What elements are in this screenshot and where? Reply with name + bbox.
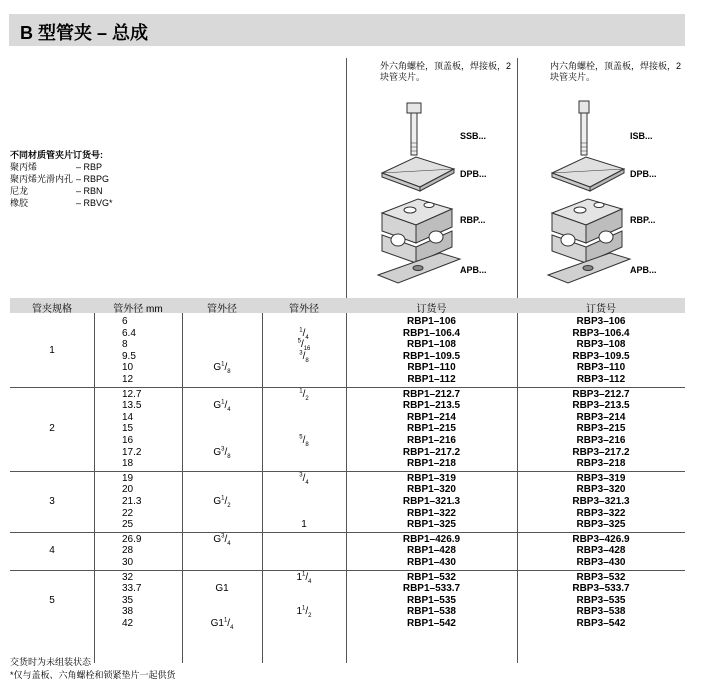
od-mm-cell: 21.3 — [122, 496, 142, 507]
order-code-rbp1: RBP1–106 — [407, 316, 456, 327]
pipe-size-cell: $G^1/_2$ — [213, 495, 231, 509]
order-code-rbp3: RBP3–542 — [576, 618, 626, 629]
od-mm-cell: 18 — [122, 458, 134, 470]
materials-heading: 不同材质管夹片订货号: — [10, 150, 103, 160]
order-code-rbp3: RBP3–538 — [576, 606, 626, 618]
od-mm-cell: 6.4 — [122, 327, 136, 339]
pipe-size-cell: $G^3/_4$ — [213, 533, 231, 547]
clamp-assembly-illustration-socket — [522, 95, 672, 290]
order-code-rbp3: RBP3–109.5 — [572, 350, 630, 362]
variant-desc-hex: 外六角螺栓，顶盖板，焊接板，2块管夹片。 — [380, 61, 512, 82]
order-code-rbp3: RBP3–325 — [576, 519, 626, 531]
socket-bolt-clamp-icon — [522, 95, 672, 290]
pipe-size-cell: $G1^1/_4$ — [210, 617, 234, 631]
order-code-rbp3: RBP3–217.2 — [572, 446, 630, 458]
column-divider — [517, 58, 518, 298]
od-mm-cell: 33.7 — [122, 583, 142, 595]
order-code-rbp1: RBP1–538 — [407, 606, 456, 618]
od-mm-cell: 13.5 — [122, 400, 142, 412]
od-mm-cell: 20 — [122, 484, 134, 496]
part-label: RBP... — [460, 215, 486, 225]
order-code-rbp3: RBP3–212.7 — [572, 388, 630, 400]
od-mm-cell: 26.9 — [122, 533, 142, 545]
header-order-3: 订货号 — [586, 304, 616, 315]
od-mm-cell: 6 — [122, 316, 128, 327]
pipe-size-cell: G1 — [215, 583, 229, 595]
group-separator — [10, 532, 685, 533]
clamp-size-value: 1 — [49, 344, 55, 356]
order-code-rbp1: RBP1–108 — [407, 339, 456, 351]
page-title-bar — [9, 14, 685, 46]
order-code-rbp1: RBP1–214 — [407, 411, 456, 423]
od-mm-cell: 22 — [122, 507, 134, 519]
order-code-rbp1: RBP1–213.5 — [402, 400, 461, 412]
material-item: 聚丙烯光滑内孔 – RBPG — [10, 174, 110, 184]
part-label: ISB... — [630, 131, 653, 141]
od-mm-cell: 12 — [122, 374, 134, 385]
footer-note: 交货时为未组装状态 — [10, 657, 92, 667]
order-code-rbp1: RBP1–535 — [407, 594, 456, 606]
material-item: 聚丙烯 – RBP — [10, 162, 103, 172]
order-code-rbp1: RBP1–319 — [407, 472, 456, 484]
order-code-rbp1: RBP1–428 — [407, 545, 456, 557]
header-order-1: 订货号 — [416, 304, 447, 315]
material-item: 尼龙 – RBN — [10, 186, 103, 196]
order-code-rbp1: RBP1–112 — [407, 374, 456, 385]
od-mm-cell: 30 — [122, 557, 134, 568]
hex-bolt-clamp-icon — [352, 95, 502, 290]
order-code-rbp1: RBP1–426.9 — [402, 533, 461, 545]
inch-size-cell: 1 — [301, 519, 307, 531]
inch-size-cell: $^5/_{16}$ — [297, 338, 311, 353]
od-mm-cell: 16 — [122, 435, 134, 446]
od-mm-cell: 12.7 — [122, 388, 142, 400]
order-code-rbp1: RBP1–321.3 — [402, 496, 461, 507]
inch-size-cell: $1^1/_2$ — [296, 606, 312, 620]
order-code-rbp1: RBP1–109.5 — [402, 350, 461, 362]
order-code-rbp1: RBP1–430 — [407, 557, 456, 568]
od-mm-cell: 38 — [122, 606, 134, 618]
clamp-assembly-illustration-hex — [352, 95, 502, 290]
od-mm-cell: 28 — [122, 545, 134, 557]
order-code-rbp3: RBP3–535 — [576, 594, 626, 606]
part-label: DPB... — [460, 169, 487, 179]
od-mm-cell: 35 — [122, 594, 134, 606]
part-label: APB... — [460, 265, 487, 275]
inch-size-cell: $^3/_4$ — [299, 472, 309, 486]
inch-size-cell: $^1/_4$ — [299, 327, 309, 341]
od-mm-cell: 9.5 — [122, 350, 136, 362]
header-od-inch: 管外径 — [289, 304, 319, 315]
od-mm-cell: 19 — [122, 472, 134, 484]
order-code-rbp3: RBP3–112 — [576, 374, 626, 385]
order-code-rbp3: RBP3–108 — [576, 339, 626, 351]
order-code-rbp3: RBP3–322 — [576, 507, 626, 519]
part-label: APB... — [630, 265, 657, 275]
pipe-size-cell: $G^3/_8$ — [213, 446, 231, 460]
pipe-size-cell: $G^1/_8$ — [213, 362, 231, 376]
order-code-rbp1: RBP1–325 — [407, 519, 456, 531]
order-code-rbp3: RBP3–213.5 — [572, 400, 630, 412]
header-od-mm: 管外径 mm — [113, 304, 163, 315]
order-code-rbp3: RBP3–533.7 — [572, 583, 630, 595]
column-divider — [346, 58, 347, 298]
part-label: RBP... — [630, 215, 656, 225]
material-item: 橡胶 – RBVG* — [10, 198, 113, 208]
order-code-rbp3: RBP3–106 — [576, 316, 626, 327]
inch-size-cell: $^1/_2$ — [299, 388, 309, 402]
od-mm-cell: 8 — [122, 339, 128, 351]
order-code-rbp3: RBP3–218 — [576, 458, 626, 470]
inch-size-cell: $1^1/_4$ — [296, 571, 312, 585]
od-mm-cell: 17.2 — [122, 446, 142, 458]
clamp-size-value: 3 — [49, 495, 55, 507]
group-separator — [10, 570, 685, 571]
order-code-rbp1: RBP1–217.2 — [402, 446, 461, 458]
page-title: B 型管夹 – 总成 — [20, 23, 149, 43]
clamp-size-value: 5 — [49, 594, 55, 606]
table-column-line — [94, 313, 95, 663]
part-label: SSB... — [460, 131, 487, 141]
order-code-rbp1: RBP1–320 — [407, 484, 456, 496]
pipe-size-cell: $G^1/_4$ — [213, 399, 231, 414]
order-code-rbp3: RBP3–319 — [576, 472, 626, 484]
clamp-size-value: 2 — [49, 423, 55, 435]
header-clamp-size: 管夹规格 — [32, 304, 72, 315]
od-mm-cell: 14 — [122, 411, 134, 423]
od-mm-cell: 15 — [122, 423, 134, 435]
order-code-rbp1: RBP1–322 — [407, 507, 456, 519]
od-mm-cell: 25 — [122, 519, 134, 531]
order-code-rbp1: RBP1–106.4 — [402, 327, 461, 339]
order-code-rbp3: RBP3–106.4 — [572, 327, 630, 339]
order-code-rbp1: RBP1–215 — [407, 423, 456, 435]
order-code-rbp3: RBP3–110 — [576, 362, 626, 374]
order-code-rbp1: RBP1–542 — [407, 618, 456, 629]
order-code-rbp1: RBP1–532 — [407, 571, 456, 583]
table-header — [10, 298, 685, 313]
clamp-size-value: 4 — [49, 545, 55, 557]
group-separator — [10, 471, 685, 472]
footer-note: *仅与盖板、六角螺栓和锁紧垫片一起供货 — [10, 670, 176, 680]
order-code-rbp1: RBP1–110 — [407, 362, 456, 374]
part-label: DPB... — [630, 169, 657, 179]
variant-desc-socket: 内六角螺栓，顶盖板，焊接板，2块管夹片。 — [550, 61, 682, 82]
od-mm-cell: 42 — [122, 618, 134, 629]
od-mm-cell: 32 — [122, 571, 134, 583]
order-code-rbp3: RBP3–215 — [576, 423, 626, 435]
inch-size-cell: $^3/_8$ — [299, 350, 309, 364]
order-code-rbp1: RBP1–533.7 — [402, 583, 461, 595]
order-code-rbp3: RBP3–428 — [576, 545, 626, 557]
order-code-rbp1: RBP1–216 — [407, 435, 456, 446]
inch-size-cell: $^5/_8$ — [299, 434, 309, 448]
od-mm-cell: 10 — [122, 362, 134, 374]
group-separator — [10, 387, 685, 388]
order-code-rbp1: RBP1–212.7 — [402, 388, 461, 400]
order-code-rbp3: RBP3–216 — [576, 435, 626, 446]
order-code-rbp3: RBP3–426.9 — [572, 533, 630, 545]
order-code-rbp3: RBP3–214 — [576, 411, 626, 423]
order-code-rbp3: RBP3–321.3 — [572, 496, 630, 507]
order-code-rbp3: RBP3–532 — [576, 571, 626, 583]
order-code-rbp3: RBP3–320 — [576, 484, 626, 496]
order-code-rbp3: RBP3–430 — [576, 557, 626, 568]
order-code-rbp1: RBP1–218 — [407, 458, 456, 470]
header-od-pipe: 管外径 — [207, 304, 237, 315]
